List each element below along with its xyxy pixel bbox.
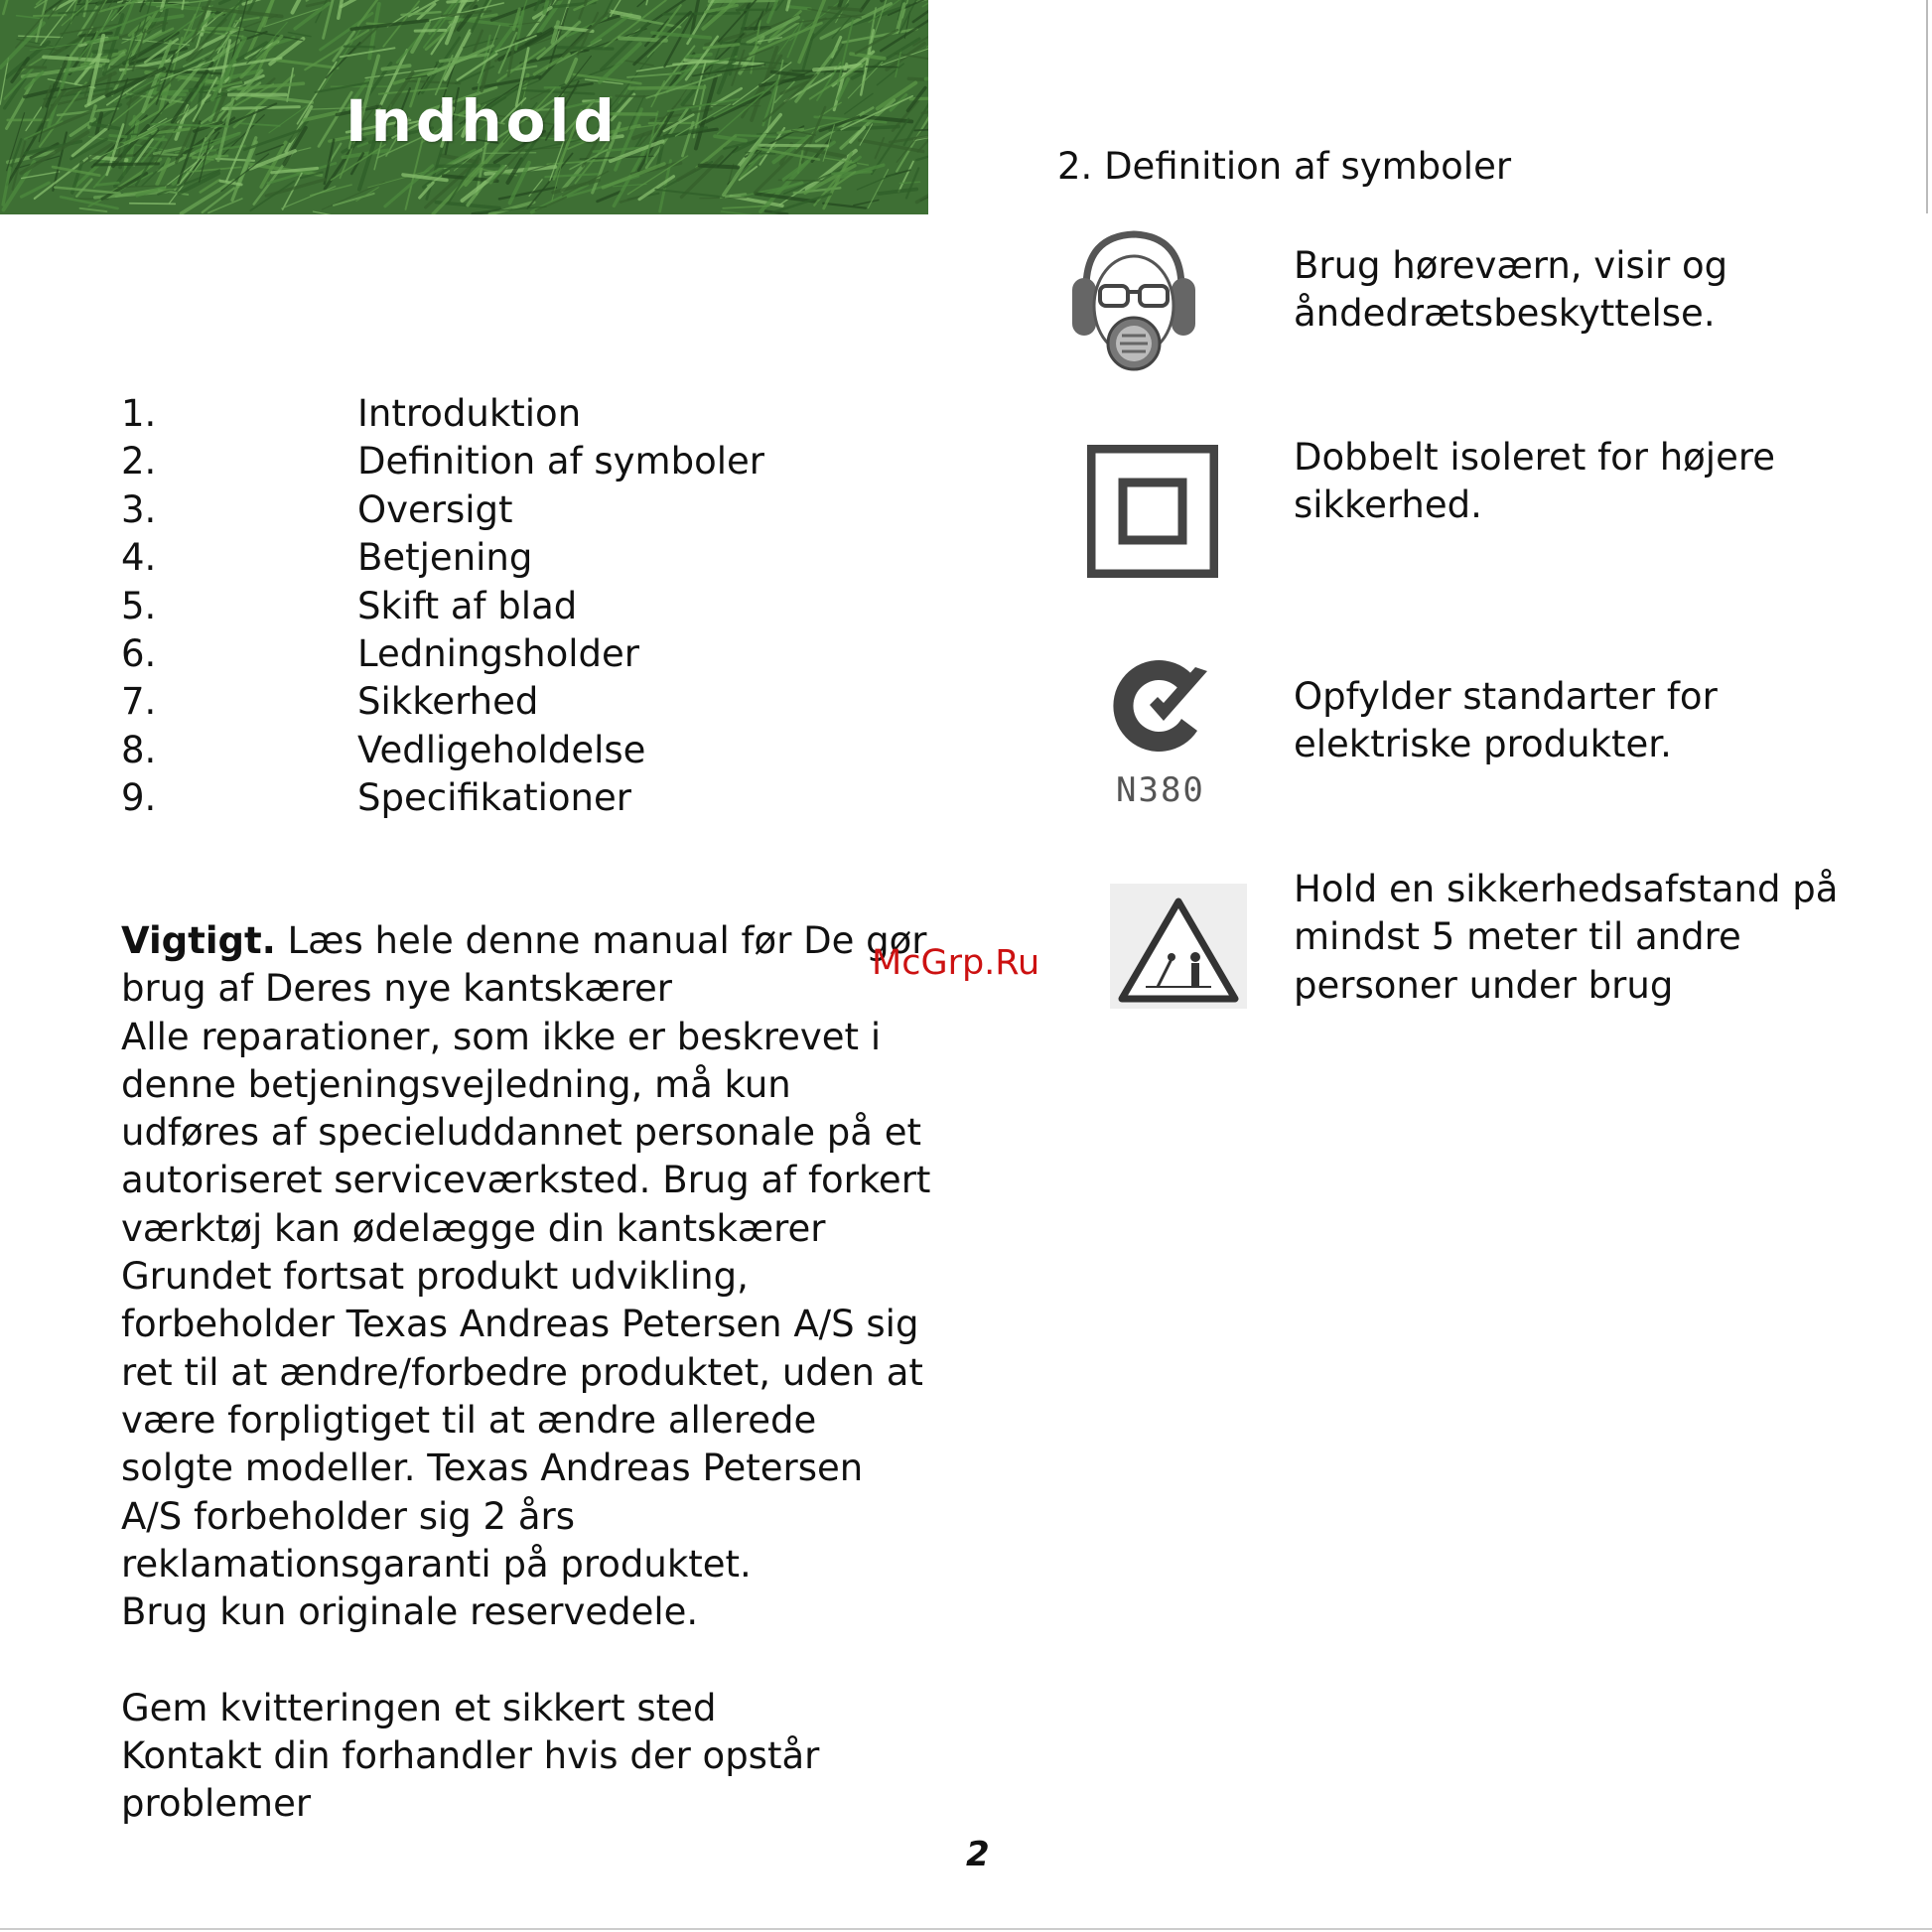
toc-label: Ledningsholder (357, 631, 639, 675)
symbol-description (1294, 866, 1838, 1010)
toc-number: 1. (121, 392, 157, 435)
page-edge-line (1926, 0, 1928, 213)
n380-label: N380 (1116, 770, 1205, 810)
double-insulation-icon (1087, 445, 1218, 578)
toc-number: 8. (121, 728, 157, 771)
toc-label: Oversigt (357, 487, 513, 531)
toc-item (121, 486, 764, 534)
toc-number: 9. (121, 776, 157, 820)
toc-item (121, 774, 764, 822)
toc-label: Definition af symboler (357, 440, 764, 483)
symbol-line: Hold en sikkerhedsafstand på (1294, 868, 1839, 910)
notice-line: Brug kun originale reservedele. (121, 1590, 699, 1634)
table-of-contents (121, 390, 764, 823)
notice-line: solgte modeller. Texas Andreas Petersen (121, 1447, 864, 1490)
notice-line: autoriseret serviceværksted. Brug af forkert (121, 1159, 931, 1202)
toc-label: Vedligeholdelse (357, 728, 646, 771)
symbol-line: Dobbelt isoleret for højere (1294, 436, 1776, 479)
toc-label: Sikkerhed (357, 680, 539, 724)
symbol-line: sikkerhed. (1294, 483, 1482, 527)
closing-line: Gem kvitteringen et sikkert sted (121, 1686, 717, 1729)
notice-line: A/S forbeholder sig 2 års (121, 1494, 576, 1538)
symbols-heading: 2. Definition af symboler (1057, 145, 1512, 188)
notice-line: forbeholder Texas Andreas Petersen A/S sig (121, 1303, 919, 1346)
symbol-line: åndedrætsbeskyttelse. (1294, 292, 1716, 336)
symbol-line: Opfylder standarter for (1294, 675, 1718, 718)
important-notice (121, 917, 931, 1829)
toc-number: 2. (121, 440, 157, 483)
notice-line: Alle reparationer, som ikke er beskrevet i (121, 1015, 882, 1058)
toc-label: Betjening (357, 536, 533, 580)
closing-line: problemer (121, 1782, 312, 1826)
notice-line: brug af Deres nye kantskærer (121, 967, 672, 1011)
symbol-description (1294, 673, 1718, 769)
toc-item (121, 534, 764, 582)
symbol-line: personer under brug (1294, 963, 1674, 1007)
notice-line: værktøj kan ødelægge din kantskærer (121, 1206, 826, 1250)
toc-item (121, 390, 764, 438)
page-number: 2 (966, 1835, 990, 1874)
toc-item (121, 630, 764, 678)
c-tick-icon (1112, 653, 1217, 759)
header-banner (0, 0, 928, 214)
symbol-description (1294, 242, 1727, 339)
page-bottom-edge (0, 1928, 1932, 1930)
toc-label: Specifikationer (357, 776, 631, 820)
paragraph-gap (121, 1636, 915, 1684)
notice-line (121, 917, 927, 965)
toc-item (121, 678, 764, 726)
notice-text: Læs hele denne manual før De gør (275, 919, 927, 962)
toc-number: 4. (121, 536, 157, 580)
toc-item (121, 727, 764, 774)
toc-item (121, 438, 764, 485)
symbol-description (1294, 434, 1775, 530)
notice-line: denne betjeningsvejledning, må kun (121, 1062, 791, 1106)
toc-number: 6. (121, 631, 157, 675)
watermark[interactable]: McGrp.Ru (872, 943, 1040, 983)
symbol-line: Brug høreværn, visir og (1294, 244, 1728, 287)
toc-label: Skift af blad (357, 584, 578, 627)
toc-item (121, 583, 764, 630)
symbol-line: elektriske produkter. (1294, 723, 1672, 766)
notice-line: Grundet fortsat produkt udvikling, (121, 1255, 749, 1299)
notice-line: ret til at ændre/forbedre produktet, uden at (121, 1350, 923, 1394)
safety-distance-warning-icon (1110, 884, 1247, 1009)
protective-gear-icon (1064, 226, 1203, 377)
closing-line: Kontakt din forhandler hvis der opstår (121, 1734, 820, 1778)
notice-line: reklamationsgaranti på produktet. (121, 1542, 752, 1586)
toc-label: Introduktion (357, 392, 582, 435)
toc-number: 7. (121, 680, 157, 724)
page-title: Indhold (345, 87, 619, 155)
symbol-line: mindst 5 meter til andre (1294, 915, 1741, 959)
notice-line: være forpligtiget til at ændre allerede (121, 1398, 817, 1442)
toc-number: 5. (121, 584, 157, 627)
toc-number: 3. (121, 487, 157, 531)
notice-line: udføres af specieluddannet personale på et (121, 1111, 921, 1155)
important-label: Vigtigt. (121, 919, 276, 962)
